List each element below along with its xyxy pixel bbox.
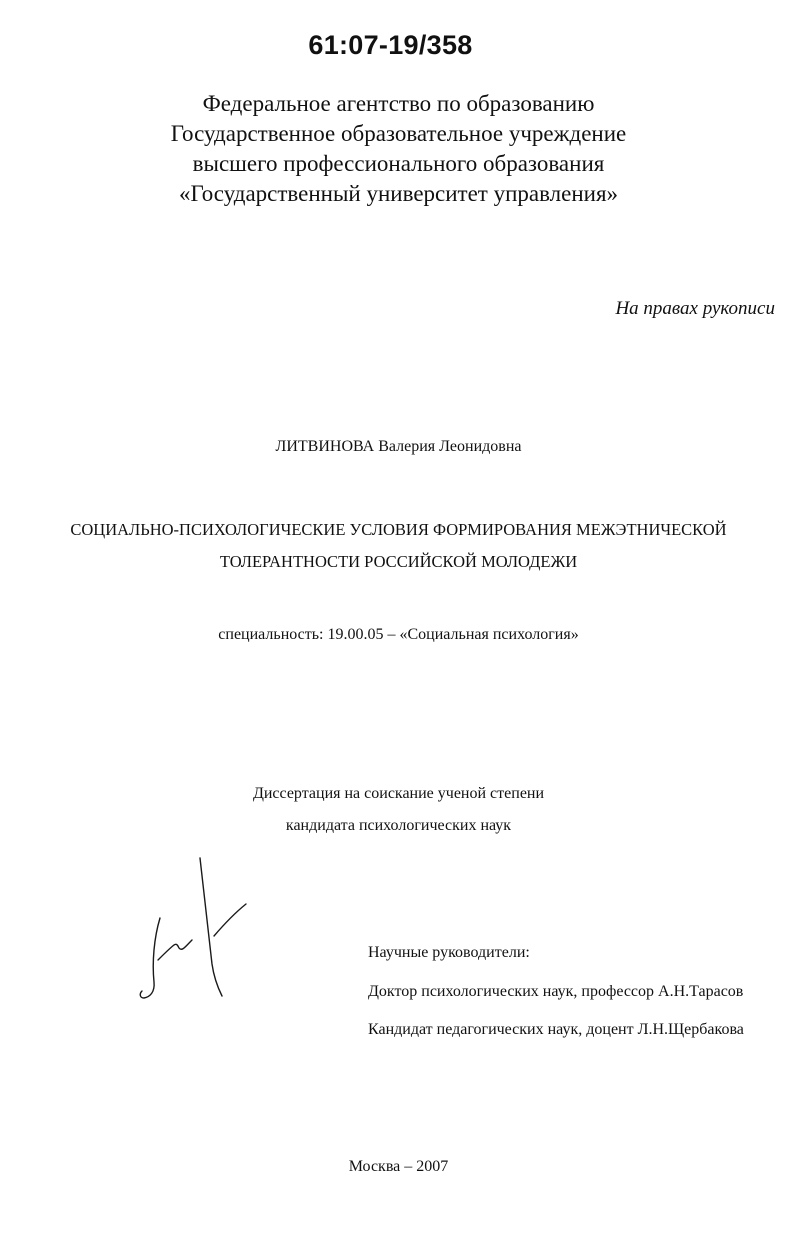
manuscript-note: На правах рукописи — [615, 298, 775, 319]
organization-line-2: Государственное образовательное учреждение — [170, 121, 627, 146]
thesis-title-line-2: ТОЛЕРАНТНОСТИ РОССИЙСКОЙ МОЛОДЕЖИ — [219, 552, 578, 571]
document-code — [0, 30, 797, 61]
specialty: специальность: 19.00.05 – «Социальная психология» — [218, 626, 579, 643]
supervisor-item: Кандидат педагогических наук, доцент Л.Н.Щербакова — [368, 1021, 744, 1038]
signature-stroke-1 — [140, 918, 160, 998]
handwritten-signature — [130, 850, 260, 1010]
thesis-title-line-1: СОЦИАЛЬНО-ПСИХОЛОГИЧЕСКИЕ УСЛОВИЯ ФОРМИРОВАНИЯ МЕЖЭТНИЧЕСКОЙ — [70, 520, 727, 539]
supervisors-label: Научные руководители: — [368, 944, 530, 961]
degree-line-1: Диссертация на соискание ученой степени — [252, 785, 545, 802]
degree-line-2: кандидата психологических наук — [285, 817, 512, 834]
supervisor-item: Доктор психологических наук, профессор А.Н.Тарасов — [368, 983, 744, 1000]
signature-stroke-2 — [158, 940, 192, 960]
signature-stroke-3 — [200, 858, 222, 996]
document-code-text: 61:07-19/358 — [308, 30, 473, 60]
organization-line-1: Федеральное агентство по образованию — [202, 91, 595, 116]
organization-line-3: высшего профессионального образования — [192, 151, 605, 176]
signature-stroke-4 — [214, 904, 246, 936]
author-name: ЛИТВИНОВА Валерия Леонидовна — [275, 438, 522, 455]
city-year: Москва – 2007 — [348, 1158, 449, 1175]
organization-line-4: «Государственный университет управления» — [178, 181, 619, 206]
